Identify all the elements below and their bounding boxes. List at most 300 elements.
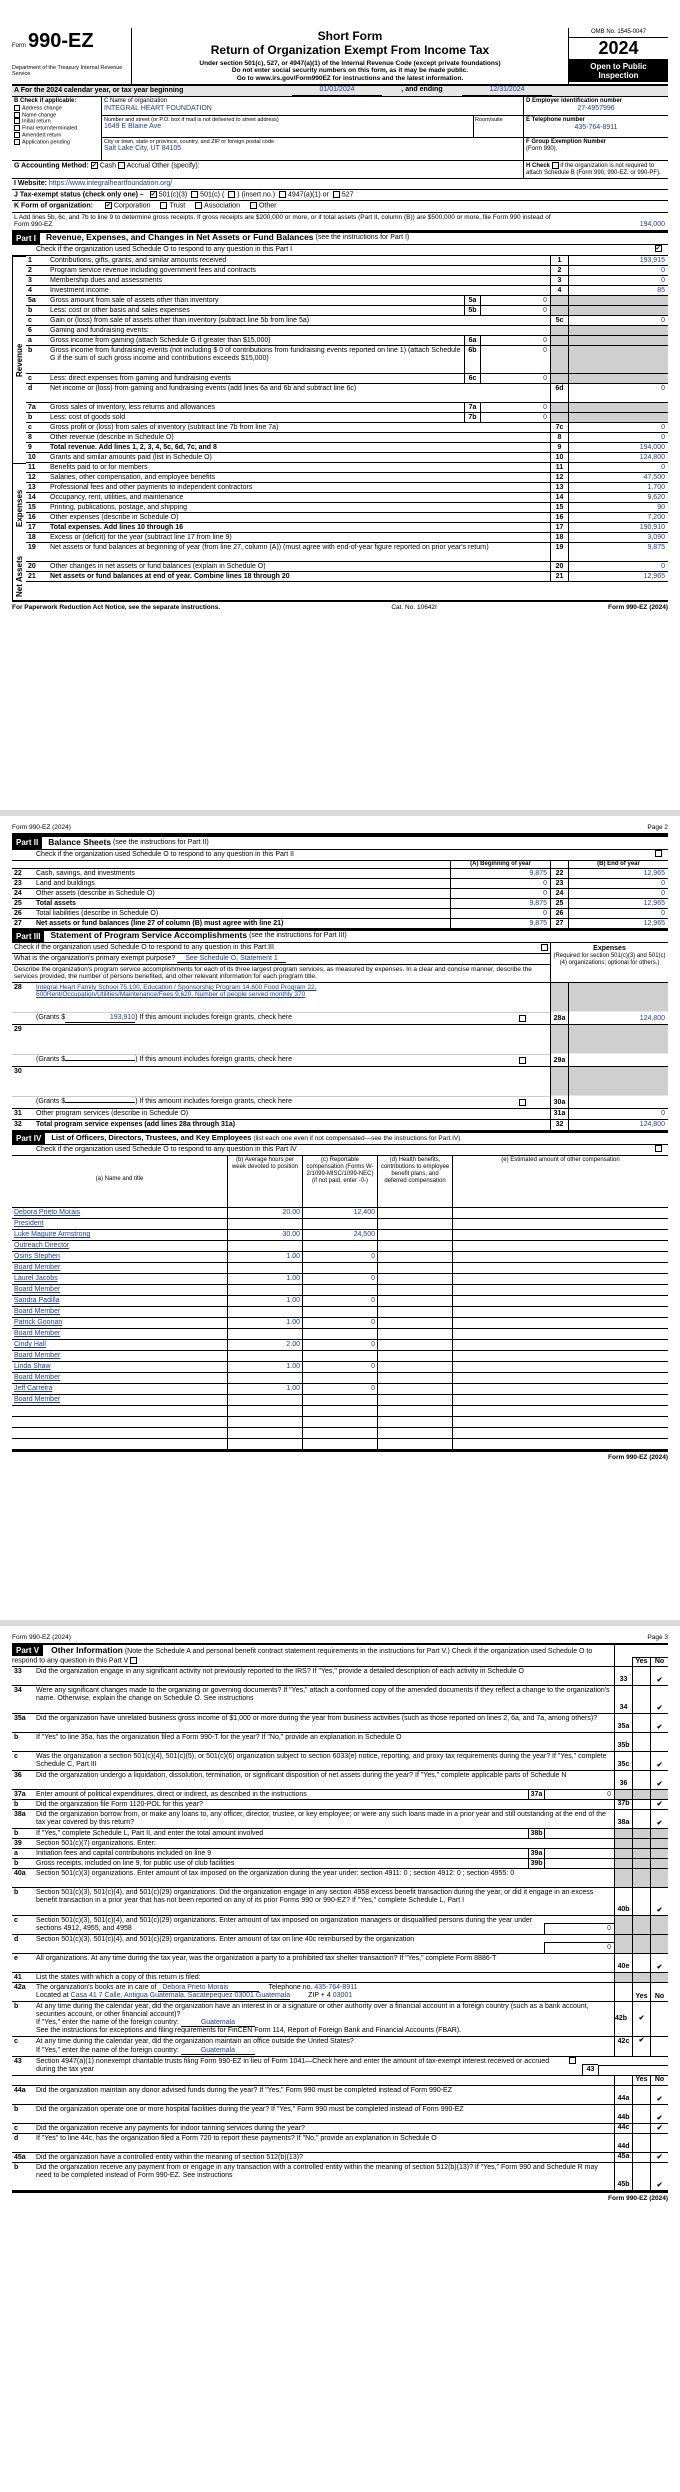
question-text: Did the organization maintain any donor advised funds during the year? If "Yes," Form 990 must be completed instead of Form 990-EZ [36,2086,452,2094]
cell[interactable] [377,1428,452,1438]
title-line2: Return of Organization Exempt From Income Tax [210,42,490,57]
officer-title[interactable]: Board Member [14,1396,61,1404]
j-option-checkbox[interactable] [191,191,198,198]
officer-comp[interactable]: 0 [302,1362,377,1372]
officer-comp[interactable]: 0 [302,1252,377,1262]
officer-name[interactable]: Debora Prieto Morais [14,1209,81,1217]
line-number-cell: 27 [550,919,568,928]
line31-amount[interactable]: 0 [568,1109,668,1119]
officer-title[interactable]: Board Member [14,1374,61,1382]
end-amount[interactable]: 12,965 [568,899,668,908]
line-amount[interactable]: 12,965 [568,572,668,581]
foreign-grants-checkbox[interactable] [519,1057,526,1064]
officer-comp[interactable]: 0 [302,1274,377,1284]
purpose-question: What is the organization's primary exempt purpose? [14,954,176,962]
officer-title[interactable]: President [14,1220,44,1228]
part5-question [12,1829,668,1839]
officer-hours[interactable]: 30.00 [227,1230,302,1240]
line-amount[interactable]: 90 [568,503,668,512]
org-name[interactable]: INTEGRAL HEART FOUNDATION [104,104,212,112]
foreign-grants-checkbox[interactable] [519,1015,526,1022]
program-desc-line2: 600Rent/Occupation/Utilities/Maintenance/Fees 9,620. Number of people served monthly 370 [36,991,306,999]
cell[interactable] [377,1439,452,1449]
cell[interactable] [227,1406,302,1416]
officer-name[interactable]: Cindy Hall [14,1341,46,1349]
sub-line-amount[interactable]: 0 [544,1790,614,1799]
cell[interactable] [12,1417,227,1427]
officer-benefits[interactable] [377,1208,452,1218]
line-number: c [28,374,32,382]
line-description: Other changes in net assets or fund balances (explain in Schedule O) [50,562,266,570]
sub-line-amount[interactable]: 0 [480,346,550,373]
org-info-block [12,97,668,161]
end-amount[interactable]: 0 [568,909,668,918]
q43: 43 Section 4947(a)(1) nonexempt charitable trusts filing Form 990-EZ in lieu of Form 1041—Check here and enter the amount of tax-exempt interest received or accrued during the tax year 43 [12,2057,668,2076]
yes-cell[interactable] [632,1733,650,1751]
part5-tag: Part V [12,1645,43,1656]
no-cell[interactable] [650,1733,668,1751]
page3-page-label: Page 3 [647,1634,668,1641]
officer-name[interactable]: Patrick Goonan [14,1319,63,1327]
officer-hours[interactable]: 1.00 [227,1252,302,1262]
no-cell[interactable]: ✔ [650,1810,668,1828]
part5-note: (Note the Schedule A and personal benefit contract statement requirements in the instructions for Part V.) Check if the organization used Schedule O to respond to any question in this Part V [12,1648,593,1664]
program-description[interactable] [34,1067,550,1096]
net-assets-side-label: Net Assets [12,552,26,600]
sub-line-amount[interactable] [544,1859,614,1868]
no-cell[interactable]: ✔ [650,2086,668,2104]
org-street[interactable]: 1649 E Blaine Ave [104,123,162,131]
yes-cell [632,1935,650,1953]
q42c-country[interactable]: Guatemala [181,2047,255,2055]
k-option-checkbox[interactable] [195,202,202,209]
part1-tag: Part I [12,233,40,244]
cell [452,1395,668,1405]
question-number: b [14,2163,19,2171]
ein-value[interactable]: 27-4957996 [577,104,615,112]
line-description: Total expenses. Add lines 10 through 16 [50,523,184,531]
question-number: 39 [14,1840,22,1848]
line-amount[interactable]: 9,875 [568,543,668,561]
yes-cell[interactable] [632,1954,650,1972]
b-item-checkbox[interactable] [14,139,20,145]
line-number-cell: 22 [550,869,568,878]
line-amount[interactable]: 193,915 [568,256,668,265]
question-amount[interactable]: 0 [544,1942,614,1953]
cash-checkbox[interactable]: ✔ [91,163,97,170]
yes-cell[interactable] [632,2134,650,2152]
b-item-checkbox[interactable] [14,125,20,131]
officer-benefits[interactable] [377,1274,452,1284]
officer-comp[interactable]: 0 [302,1296,377,1306]
describe-instructions: Describe the organization's program service accomplishments for each of its three largest program services, as measured by expenses. In a clear and concise manner, describe the services provided, the number of persons benefited, and other relevant information for each program title. [14,965,532,981]
row-a [12,86,668,97]
cell[interactable] [12,1428,227,1438]
line-number-cell [550,413,568,422]
officer-title[interactable]: Outreach Director [14,1242,70,1250]
h-checkbox[interactable] [552,162,559,169]
line-number: 16 [28,513,36,521]
sub-line-amount[interactable] [544,1829,614,1838]
officer-hours[interactable]: 1.00 [227,1296,302,1306]
line-cell: 35a [614,1714,632,1732]
question-number: c [14,1752,18,1760]
no-cell[interactable] [650,2134,668,2152]
officer-name[interactable]: Sandra Padilla [14,1297,60,1305]
line-number: a [28,336,32,344]
end-amount[interactable]: 12,965 [568,919,668,928]
officer-comp[interactable]: 24,500 [302,1230,377,1240]
officer-title[interactable]: Board Member [14,1264,61,1272]
cell[interactable] [227,1428,302,1438]
line-number-cell: 29a [550,1025,568,1066]
sub-line-amount[interactable]: 0 [480,336,550,345]
officer-title[interactable]: Board Member [14,1352,61,1360]
part1-line [26,276,668,286]
sub-line-amount[interactable]: 0 [480,413,550,422]
q42c: c At any time during the calendar year, did the organization maintain an office outside the United States? If "Yes," enter the name of the foreign country: Guatemala 42c ✔ [12,2037,668,2056]
part2-note: (see the instructions for Part II) [113,839,209,847]
q44-yes-header: Yes [632,2076,650,2085]
officer-benefits[interactable] [377,1230,452,1240]
amount-cell [568,346,668,373]
line-cell: 44a [614,2086,632,2104]
officer-name[interactable]: Linda Shaw [14,1363,51,1371]
yes-cell[interactable] [632,2105,650,2123]
books-phone[interactable]: 435-764-8911 [314,1984,358,1992]
officer-hours[interactable]: 1.00 [227,1362,302,1372]
k-option-checkbox[interactable] [250,202,257,209]
officer-hours[interactable]: 2.00 [227,1340,302,1350]
cell[interactable] [302,1439,377,1449]
officer-hours[interactable]: 1.00 [227,1318,302,1328]
j-option-checkbox[interactable] [279,191,286,198]
officer-other[interactable] [452,1340,668,1350]
k-option-checkbox[interactable]: ✔ [105,203,111,210]
beginning-amount[interactable]: 9,875 [450,869,550,878]
part1-schedule-o-checkbox[interactable]: ✔ [655,245,661,252]
cell[interactable] [377,1417,452,1427]
officer-comp[interactable]: 0 [302,1384,377,1394]
yes-cell[interactable] [632,1888,650,1915]
officer-other[interactable] [452,1274,668,1284]
cell[interactable] [227,1439,302,1449]
question-text: Enter amount of political expenditures, direct or indirect, as described in the instructions [36,1791,307,1798]
part2-title: Balance Sheets [48,837,112,848]
tax-year-end[interactable]: 12/31/2024 [462,86,552,96]
q42b-see: See the instructions for exceptions and filing requirements for FinCEN Form 114, Report of Foreign Bank and Financial Accounts (FBAR). [36,2027,462,2035]
q43-checkbox[interactable] [569,2057,576,2064]
b-item-label: Address change [22,105,62,112]
line-number-cell: 21 [550,572,568,581]
cell [452,1219,668,1229]
cell [227,1285,302,1295]
sub-line-amount[interactable] [544,1849,614,1858]
line-32: 32 Total program service expenses (add lines 28a through 31a) 32 124,800 [12,1120,668,1131]
line-description: Benefits paid to or for members [50,463,148,471]
officer-other[interactable] [452,1384,668,1394]
balance-sheet-line [12,899,668,909]
j-option-checkbox[interactable]: ✔ [150,191,156,198]
officer-benefits[interactable] [377,1318,452,1328]
question-number: 36 [14,1772,22,1779]
accrual-checkbox[interactable] [118,162,125,169]
line-31: 31 Other program services (describe in Schedule O) 31a 0 [12,1109,668,1120]
end-amount[interactable]: 0 [568,879,668,888]
j-option-checkbox[interactable] [228,191,235,198]
cell[interactable] [302,1428,377,1438]
cell[interactable] [452,1428,668,1438]
line-amount[interactable]: 0 [568,276,668,285]
line-amount[interactable]: 0 [568,463,668,472]
page2-page-label: Page 2 [647,824,668,831]
cell[interactable] [452,1417,668,1427]
grants-amount[interactable] [65,1060,135,1061]
phone-value[interactable]: 435-764-8911 [574,123,618,131]
part2-schedule-o-checkbox[interactable] [655,850,662,857]
officer-benefits[interactable] [377,1362,452,1372]
line-description: Excess or (deficit) for the year (subtract line 17 from line 9) [50,533,232,541]
line-cell [614,1973,632,1982]
part1-rows [26,256,668,600]
line-amount[interactable]: 0 [568,433,668,442]
books-care-of[interactable]: Debora Prieto Morais [158,1984,258,1992]
line-number: 29 [14,1025,22,1033]
line-description: Professional fees and other payments to independent contractors [50,483,253,491]
b-item-checkbox[interactable] [14,105,20,111]
cell[interactable] [227,1417,302,1427]
b-item-checkbox[interactable] [14,118,20,124]
line-amount[interactable]: 0 [568,266,668,275]
officer-comp[interactable]: 12,400 [302,1208,377,1218]
beginning-amount[interactable]: 0 [450,889,550,898]
cell[interactable] [12,1406,227,1416]
zip-label: ZIP + 4 [308,1992,331,2000]
website-link[interactable]: https://www.integralheartfoundation.org/ [48,179,173,187]
program-description[interactable] [34,1025,550,1054]
officer-hours[interactable]: 20.00 [227,1208,302,1218]
yes-cell[interactable] [632,1800,650,1809]
cell [377,1285,452,1295]
line-amount[interactable]: 47,500 [568,473,668,482]
page3-footer-form: Form 990-EZ (2024) [608,2194,668,2202]
officer-other[interactable] [452,1230,668,1240]
yes-cell[interactable] [632,2163,650,2190]
line-amount[interactable]: 85 [568,286,668,295]
no-cell[interactable]: ✔ [650,1752,668,1770]
q42b-country[interactable]: Guatemala [181,2019,255,2027]
line-description: Gross income from fundraising events (not including $ 0 of contributions from fundraising events reported on line 1) (attach Schedule G if the sum of such gross income and contributions exceeds $15,000) [50,346,461,362]
books-zip[interactable]: 03001 [332,1992,353,2000]
part1-line [26,572,668,582]
line-amount[interactable]: 0 [568,562,668,571]
books-location[interactable]: Casa 41 7 Calle, Antigua Guatemala, Sacatepequez 03001 Guatemala [70,1992,291,2000]
cell[interactable] [302,1417,377,1427]
program-expense[interactable]: 124,800 [568,983,668,1024]
officer-other[interactable] [452,1208,668,1218]
line-amount[interactable]: 7,200 [568,513,668,522]
line-number: 20 [28,562,36,570]
line-amount[interactable]: 124,800 [568,453,668,462]
sub-line-amount[interactable]: 0 [480,374,550,383]
line-amount[interactable]: 1,700 [568,483,668,492]
part2-check-row [12,850,668,861]
officer-name[interactable]: Laurel Jacobs [14,1275,58,1283]
j-option-label: 501(c) ( [200,191,225,199]
part5-question [12,1849,668,1859]
foreign-grants-checkbox[interactable] [519,1099,526,1106]
yes-cell[interactable] [632,1752,650,1770]
officer-benefits[interactable] [377,1296,452,1306]
line-amount[interactable]: 3,090 [568,533,668,542]
org-city[interactable]: Salt Lake City, UT 84105 [104,145,182,153]
sub-line-amount[interactable]: 0 [480,306,550,315]
b-item-checkbox[interactable] [14,112,20,118]
officer-other[interactable] [452,1318,668,1328]
b-item-checkbox[interactable] [14,132,20,138]
program-expense[interactable] [568,1025,668,1066]
cell[interactable] [12,1439,227,1449]
line-amount[interactable]: 0 [568,384,668,402]
no-cell[interactable]: ✔ [650,1686,668,1713]
line-amount[interactable]: 9,620 [568,493,668,502]
officer-comp[interactable]: 0 [302,1340,377,1350]
officer-hours[interactable]: 1.00 [227,1384,302,1394]
no-cell[interactable]: ✔ [650,1667,668,1685]
foreign-grants-text: ) If this amount includes foreign grants, check here [135,1056,292,1064]
part5-question [12,1839,668,1849]
line-number: 26 [14,909,22,917]
q42b: b At any time during the calendar year, did the organization have an interest in or a signature or other authority over a financial account in a foreign country (such as a bank account, securities account, or other financial account)? If "Yes," enter the name of the foreign country: Guatemala See the instructions for exceptions and filing requirements for FinCEN Form 114, Report of Foreign Bank and Financial Accounts (FBAR). 42b ✔ [12,2002,668,2037]
officer-title[interactable]: Board Member [14,1308,61,1316]
line-amount[interactable]: 194,000 [568,443,668,452]
officer-name[interactable]: Osiris Stephen [14,1253,60,1261]
q42b-yes-mark[interactable]: ✔ [632,2002,650,2036]
no-cell[interactable]: ✔ [650,1771,668,1789]
line-amount[interactable]: 0 [568,423,668,432]
cell[interactable] [302,1406,377,1416]
gross-receipts[interactable]: 194,000 [639,220,665,228]
yes-cell[interactable] [632,2124,650,2133]
beginning-amount[interactable]: 0 [450,879,550,888]
col-b-header: (B) End of year [568,861,668,868]
yes-cell[interactable] [632,1667,650,1685]
question-amount[interactable]: 0 [544,1923,614,1934]
line-description: Contributions, gifts, grants, and similar amounts received [50,256,227,264]
officer-name[interactable]: Jeff Carreira [14,1385,53,1393]
tax-year-begin[interactable]: 01/01/2024 [292,86,382,96]
program-expense[interactable] [568,1067,668,1108]
purpose-answer[interactable]: See Schedule O, Statement 1 [177,955,286,963]
cell[interactable] [377,1406,452,1416]
line-amount[interactable]: 0 [568,316,668,325]
yes-cell[interactable] [632,1771,650,1789]
cell[interactable] [452,1406,668,1416]
row-a-label: A For the 2024 calendar year, or tax year beginning [14,87,184,94]
yes-cell[interactable] [632,2086,650,2104]
officer-other[interactable] [452,1296,668,1306]
k-option-checkbox[interactable] [160,202,167,209]
q42c-yes-mark[interactable]: ✔ [632,2037,650,2055]
officer-hours[interactable]: 1.00 [227,1274,302,1284]
officer-benefits[interactable] [377,1384,452,1394]
line-amount[interactable]: 190,910 [568,523,668,532]
beginning-amount[interactable]: 9,875 [450,899,550,908]
yes-cell[interactable] [632,2153,650,2162]
officer-name[interactable]: Luke Maguire Armstrong [14,1231,91,1239]
title-line1: Short Form [317,29,383,43]
line32-amount[interactable]: 124,800 [568,1120,668,1130]
k-option-label: Association [204,202,240,210]
end-amount[interactable]: 0 [568,889,668,898]
question-number: b [14,2105,19,2113]
grants-amount[interactable]: 193,910 [65,1014,135,1023]
officer-other[interactable] [452,1252,668,1262]
cell [302,1373,377,1383]
part1-line [26,256,668,266]
officer-comp[interactable]: 0 [302,1318,377,1328]
line-cell [614,1916,632,1934]
program-description[interactable] [34,983,550,1012]
cell[interactable] [452,1439,668,1449]
balance-sheet-line [12,889,668,899]
j-option-checkbox[interactable] [333,191,340,198]
cell [302,1241,377,1251]
officer-title[interactable]: Board Member [14,1330,61,1338]
part3-note: (see the instructions for Part III) [249,932,347,940]
expenses-side-label: Expenses [12,463,26,552]
question-text: Section 501(c)(3), 501(c)(4), and 501(c)(29) organizations. Enter amount of tax imposed on organization managers or disqualified persons during the year under sections 4912, 4955, and 4958 [36,1917,533,1933]
sub-line-amount[interactable]: 0 [480,296,550,305]
part5-question [12,1935,668,1954]
officer-benefits[interactable] [377,1340,452,1350]
q43-amount[interactable] [598,2065,668,2075]
grants-amount[interactable] [65,1102,135,1103]
no-cell[interactable]: ✔ [650,1714,668,1732]
line-number-cell: 23 [550,879,568,888]
sub-line-number: 6b [464,346,480,373]
officer-benefits[interactable] [377,1252,452,1262]
officer-other[interactable] [452,1362,668,1372]
yes-cell[interactable] [632,1714,650,1732]
officer-title[interactable]: Board Member [14,1286,61,1294]
no-cell[interactable]: ✔ [650,2124,668,2133]
yes-cell[interactable] [632,1810,650,1828]
no-cell[interactable]: ✔ [650,2105,668,2123]
no-cell[interactable]: ✔ [650,1800,668,1809]
beginning-amount[interactable]: 9,875 [450,919,550,928]
located-label: Located at [36,1992,69,2000]
sub-line-number: 38b [528,1829,544,1838]
expenses-header: Expenses [593,944,626,952]
end-amount[interactable]: 12,965 [568,869,668,878]
beginning-amount[interactable]: 0 [450,909,550,918]
ein-block [523,97,668,160]
line-description: Net assets or fund balances at end of year. Combine lines 18 through 20 [50,572,290,580]
part5-title: Other Information [51,1645,123,1656]
part5-schedule-o-checkbox[interactable] [130,1657,137,1664]
yes-cell[interactable] [632,1686,650,1713]
line-number: 8 [28,433,32,441]
no-cell[interactable]: ✔ [650,1954,668,1972]
sub-line-amount[interactable]: 0 [480,403,550,412]
no-cell[interactable]: ✔ [650,2163,668,2190]
no-cell[interactable]: ✔ [650,1888,668,1915]
no-cell[interactable]: ✔ [650,2153,668,2162]
part3-schedule-o-checkbox[interactable] [541,944,548,951]
part1-line [26,473,668,483]
part4-schedule-o-checkbox[interactable] [655,1145,662,1152]
